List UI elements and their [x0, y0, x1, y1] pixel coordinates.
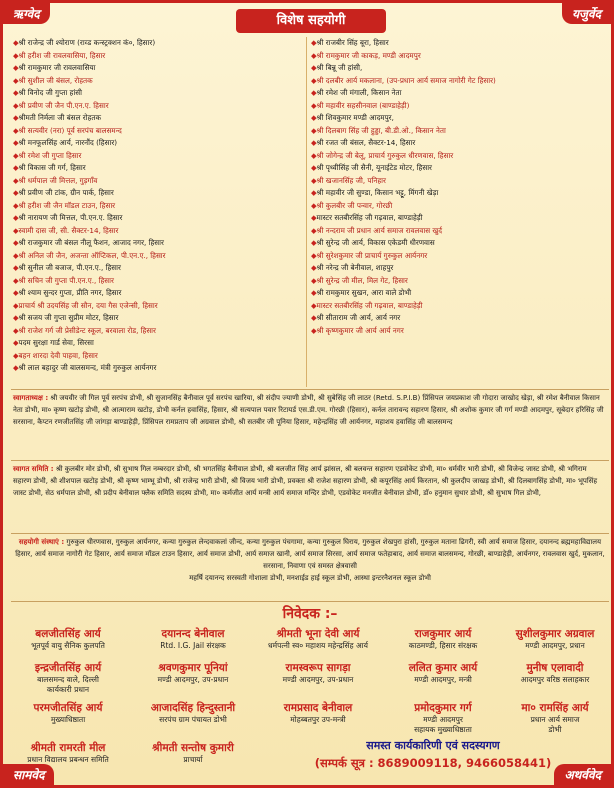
- supporter-list-item: ◆ श्री सुरेन्द्र जी मील, मिल गेट, हिसार: [311, 275, 607, 288]
- petitioner-role: धर्मपत्नी स्व० महाशय महेन्द्रसिंह आर्य: [268, 641, 368, 650]
- petitioner-role-2: सहायक मुख्याधिष्ठाता: [414, 725, 472, 734]
- supporter-list-item: ◆ श्री नारायण जी मित्तल, पी.एन.ए. हिसार: [13, 212, 303, 225]
- supporter-list-item: ◆ श्री राजेश गर्ग जी प्रेसीडेन्ट स्कूल, बरवाला रोड, हिसार: [13, 325, 303, 338]
- petitioner-card: [493, 661, 614, 685]
- supporter-list-item: ◆ श्रीमती निर्मला जी बंसल रोहतक: [13, 112, 303, 125]
- supporter-list-item: ◆ श्री बिन्नू जी हांसी,: [311, 62, 607, 75]
- petitioner-role: प्राचार्या: [183, 755, 203, 764]
- section-divider: [11, 601, 609, 602]
- supporter-list-item: ◆ श्री खजानसिंह जी, पनिहार: [311, 175, 607, 188]
- petitioner-role: मण्डी आदमपुर: [423, 715, 463, 724]
- petitioner-role: भूतपूर्व वायु सैनिक कुलपति: [31, 641, 105, 650]
- petitioner-card: [381, 627, 505, 651]
- petitioner-role: मण्डी आदमपुर, उप-प्रधान: [157, 675, 229, 684]
- supporter-list-item: ◆ श्री नरेन्द्र जी बेनीवाल, शाहपुर: [311, 262, 607, 275]
- petitioner-role: प्रधान विद्यालय प्रबन्धन समिति: [27, 755, 109, 764]
- supporter-list-item: ◆ श्री सुनील जी बजाज, पी.एन.ए., हिसार: [13, 262, 303, 275]
- supporter-list-item: ◆ प्राचार्य श्री उदयसिंह जी सौन, दया गैस एजेन्सी, हिसार: [13, 300, 303, 313]
- block-text: श्री जयवीर जी गिल पूर्व सरपंच डोभी, श्री सुजानसिंह बैनीवाल पूर्व सरपंच खारिया, श्री संदीप ज्याणी डोभी, श्री सुबेसिंह जी लाठर (Retd. S.P.I.B) प्रिंसिपल जयप्रकाश जी गोदारा जाखोद खेड़ा, श्री रमेश बैनीवाल किसान नेता डोभी, मा० कृष्ण खटोड़ डोभी, श्री आत्माराम खटोड़, डोभी कर्नल हवासिंह, हिसार, श्री सत्यपाल पवार रिटायर्ड एस.डी.एम. गोरछी (हिसार), कर्नल तारावन्द सहारण हिसार, श्री अशोक कुमार जी गर्ग मण्डी आदमपुर, सूबेदार हरिसिंह जी सरसाना, कैप्टन रणजीतसिंह जी जांगड़ा बाण्डाहेड़ी, प्रिंसिपल रामप्रताप जी अग्रवाल डोभी, श्री सतबीर जी पूनिया हिसार, महेन्द्रसिंह जी आर्यनगर, महाशय हवासिंह जी बालसमन्द: [13, 394, 604, 426]
- supporter-list-item: ◆ श्री सुशील जी बंसल, रोहतक: [13, 75, 303, 88]
- petitioner-card: [493, 701, 614, 735]
- petitioner-name: श्रीमती सन्तोष कुमारी: [152, 742, 234, 754]
- corner-label-atharvaveda: अथर्ववेद: [554, 764, 611, 785]
- block-text-last: महर्षि दयानन्द सरस्वती गोशाला डोभी, मनशाईड हाई स्कूल डोभी, आस्था इन्टरनैशनल स्कूल डोभी: [189, 574, 431, 582]
- petitioner-name: सुशीलकुमार अग्रवाल: [515, 628, 595, 640]
- section-divider: [11, 389, 609, 390]
- supporter-list-item: ◆ श्री दिलबाग सिंह जी हुड्डा, बी.डी.ओ., किसान नेता: [311, 125, 607, 138]
- petitioner-role: सरपंच ग्राम पंचायत डोभी: [159, 715, 227, 724]
- supporter-list-item: ◆ श्री श्याम सुन्दर गुप्ता, प्रीति नगर, हिसार: [13, 287, 303, 300]
- block-label: सहयोगी संस्थाएं :: [18, 538, 65, 546]
- petitioner-card: [381, 661, 505, 685]
- petitioner-role: मण्डी आदमपुर, प्रधान: [525, 641, 585, 650]
- section-divider: [11, 533, 609, 534]
- supporter-list-item: ◆ श्री अनिल जी जैन, अजन्ता ऑप्टिकल, पी.एन.ए., हिसार: [13, 250, 303, 263]
- petitioners-title: निवेदक :–: [282, 606, 338, 622]
- petitioner-role: मोहब्बतपुर उप-मन्त्री: [290, 715, 346, 724]
- supporter-list-item: ◆ श्री दलबीर आर्य मकलाना, (उप-प्रधान आर्य समाज नागोरी गेट हिसार): [311, 75, 607, 88]
- supporters-list-right: [311, 37, 607, 337]
- supporter-list-item: ◆ श्री राजबीर सिंह बूरा, हिसार: [311, 37, 607, 50]
- petitioner-name: ललित कुमार आर्य: [408, 662, 478, 674]
- supporter-list-item: ◆ श्री सीताराम जी आर्य, आर्य नगर: [311, 312, 607, 325]
- reception-committee-head: [13, 392, 607, 428]
- supporter-list-item: ◆ श्री नन्दराम जी प्रधान आर्य समाज रावलवास खुर्द: [311, 225, 607, 238]
- block-text: गुरुकुल धीरणवास, गुरुकुल आर्यनगर, कन्या गुरुकुल लेन्दवाकलां जीन्द, कन्या गुरुकुल पंचगामा, कन्या गुरुकुल घिराय, गुरुकुल शेखपुरा हांसी, गुरुकुल मताना ढिगरी, स्वी आर्य समाज हिसार, दयानन्द ब्रह्ममहाविद्यालय हिसार, आर्य समाज नागोरी गेट हिसार, आर्य समाज मॉडल टाउन हिसार, आर्य समाज डोभी, आर्य समाज खानी, आर्य समाज सिरसा, आर्य समाज फतेहाबाद, आर्य समाज बालसमन्द, गोरछी, बाण्डाहेड़ी, आर्यनगर, रावलवास खुर्द, मुकलान, सरसाना, निवाणा एवं समस्त क्षेत्रवासी: [15, 538, 605, 570]
- petitioner-card: [131, 661, 255, 685]
- supporter-list-item: ◆ श्री राजेन्द्र जी श्योराण (राव्ड कन्स्ट्रक्शन कं०, हिसार): [13, 37, 303, 50]
- petitioner-name: बलजीतसिंह आर्य: [35, 628, 101, 640]
- petitioner-role: प्रधान आर्य समाज: [530, 715, 580, 724]
- supporter-list-item: ◆ श्री रजत जी बंसल, सैक्टर-14, हिसार: [311, 137, 607, 150]
- corner-label-yajurveda: यजुर्वेद: [562, 3, 611, 24]
- special-supporters-banner: विशेष सहयोगी: [236, 9, 386, 33]
- petitioner-card: [6, 627, 130, 651]
- supporter-list-item: ◆ श्री शिवकुमार मण्डी आदमपुर,: [311, 112, 607, 125]
- petitioner-card: [381, 701, 505, 735]
- petitioner-card: [131, 627, 255, 651]
- supporter-list-item: ◆ श्री विकास जी गर्ग, हिसार: [13, 162, 303, 175]
- petitioner-name: परमजीतसिंह आर्य: [33, 702, 103, 714]
- supporter-list-item: ◆ श्री रमेश जी गुप्ता हिसार: [13, 150, 303, 163]
- petitioner-name: मा० रामसिंह आर्य: [521, 702, 589, 714]
- petitioner-name: इन्द्रजीतसिंह आर्य: [34, 662, 102, 674]
- supporter-list-item: ◆ श्री सत्यवीर (नरा) पूर्व सरपंच बालसमन्द: [13, 125, 303, 138]
- supporter-list-item: ◆ श्री हरीश जी रावलवासिया, हिसार: [13, 50, 303, 63]
- petitioner-card: [256, 661, 380, 685]
- petitioner-name: मुनीष एलावादी: [526, 662, 584, 674]
- supporters-list-left: [13, 37, 303, 375]
- supporter-list-item: ◆ श्री मनफूलसिंह आर्य, नारनौंद (हिसार): [13, 137, 303, 150]
- supporter-list-item: ◆ श्री कृष्णकुमार जी आर्य आर्य नगर: [311, 325, 607, 338]
- supporter-list-item: ◆ श्री विनोद जी गुप्ता हांसी: [13, 87, 303, 100]
- contact-line-2: (सम्पर्क सूत्र : 8689009118, 9466058441): [314, 756, 552, 770]
- supporter-list-item: ◆ श्री महावीर सहसीनवाल (बाण्डाहेड़ी): [311, 100, 607, 113]
- petitioner-name: रामप्रसाद बेनीवाल: [283, 702, 353, 714]
- column-divider: [306, 37, 307, 387]
- petitioner-name: श्रीमती रामरती मील: [30, 742, 106, 754]
- petitioner-name: प्रमोदकुमार गर्ग: [414, 702, 472, 714]
- petitioner-card: [6, 701, 130, 725]
- supporter-list-item: ◆ श्री रमेश जी मंगाली, किसान नेता: [311, 87, 607, 100]
- supporter-list-item: ◆ मास्टर सतबीरसिंह जी गढ़वाल, बाण्डाहेड़ी: [311, 212, 607, 225]
- supporting-institutions: [13, 536, 607, 584]
- section-divider: [11, 460, 609, 461]
- petitioner-name: राजकुमार आर्य: [414, 628, 472, 640]
- petitioner-name: रामस्वरूप सागड़ा: [285, 662, 351, 674]
- supporter-list-item: ◆ मास्टर सतबीरसिंह जी गढ़वाल, बाण्डाहेड़ी: [311, 300, 607, 313]
- petitioner-card: [131, 741, 255, 765]
- supporter-list-item: ◆ श्री सुरेन्द्र जी आर्य, विकास एकेडमी धीरणवास: [311, 237, 607, 250]
- petitioner-role: Rtd. I.G. Jail संरक्षक: [160, 641, 226, 650]
- petitioner-role-2: कार्यकारी प्रधान: [46, 685, 90, 694]
- reception-committee: [13, 463, 607, 499]
- petitioner-role: काठमण्डी, हिसार संरक्षक: [408, 641, 478, 650]
- supporter-list-item: ◆ बहन शारदा देवी पाहवा, हिसार: [13, 350, 303, 363]
- supporter-list-item: ◆ श्री रामकुमार जी रावलवासिया: [13, 62, 303, 75]
- supporter-list-item: ◆ श्री राजकुमार जी बंसल नीलू फैशन, आजाद नगर, हिसार: [13, 237, 303, 250]
- supporter-list-item: ◆ श्री लाल बहादुर जी बालसमन्द, मंत्री गुरुकुल आर्यनगर: [13, 362, 303, 375]
- petitioner-role: आदमपुर वरिष्ठ सलाहकार: [520, 675, 590, 684]
- block-label: स्वागत समिति :: [13, 465, 54, 473]
- petitioner-card: [6, 661, 130, 695]
- supporter-list-item: ◆ श्री जोगेन्द्र जी बेलू, प्राचार्य गुरुकुल धीरणवास, हिसार: [311, 150, 607, 163]
- corner-label-rigveda: ऋग्वेद: [3, 3, 50, 24]
- petitioner-role: बालसमन्द वाले, दिल्ली: [37, 675, 99, 684]
- petitioner-role: मुख्याधिष्ठाता: [50, 715, 86, 724]
- petitioner-name: दयानन्द बेनीवाल: [161, 628, 225, 640]
- supporter-list-item: ◆ पदम सुरक्षा गार्ड सेवा, सिरसा: [13, 337, 303, 350]
- petitioner-role: मण्डी आदमपुर, मन्त्री: [414, 675, 472, 684]
- contact-block: [303, 738, 563, 771]
- supporter-list-item: ◆ श्री प्रवीण जी जैन पी.एन.ए. हिसार: [13, 100, 303, 113]
- supporter-list-item: ◆ स्वामी दास जी, सी. सैक्टर-14, हिसार: [13, 225, 303, 238]
- supporter-list-item: ◆ श्री सचिन जी गुप्ता पी.एन.ए., हिसार: [13, 275, 303, 288]
- supporter-list-item: ◆ श्री महावीर जी सुण्डा, किसान भट्टू, मिंगनी खेड़ा: [311, 187, 607, 200]
- petitioner-role-2: डोभी: [548, 725, 562, 734]
- supporter-list-item: ◆ श्री धर्मपाल जी मित्तल, गुड़गाँव: [13, 175, 303, 188]
- supporter-list-item: ◆ श्री हरीश जी जैन मॉडल टाउन, हिसार: [13, 200, 303, 213]
- petitioner-role: मण्डी आदमपुर, उप-प्रधान: [282, 675, 354, 684]
- contact-line-1: समस्त कार्यकारिणी एवं सदस्यगण: [366, 739, 500, 752]
- petitioner-card: [131, 701, 255, 725]
- supporter-list-item: ◆ श्री रामकुमार सुखन, आरा वाले डोभी: [311, 287, 607, 300]
- supporter-list-item: ◆ श्री रामकुमार जी काकड़, मण्डी आदमपुर: [311, 50, 607, 63]
- block-text: श्री कुलबीर मोर डोभी, श्री सुभाष गिल नम्बरदार डोभी, श्री भगतसिंह बैनीवाल डोभी, श्री बलजीत सिंह आर्य झांसल, श्री बलवन्त सहारण एडवोकेट डोभी, मा० धर्मवीर भारी डोभी, श्री विजेन्द्र जास्ट डोभी, श्री भगिराम सहारण डोभी, श्री शीशपाल खटोड़ डोभी, श्री कृष्ण भाम्भू डोभी, श्री राजेन्द्र भारी डोभी, श्री विजय भारी डोभी, प्रवक्ता श्री राजेश सहारण डोभी, श्री कपूरसिंह आर्य किरतान, श्री कुलदीप जाखड़ डोभी, श्री दिलबागसिंह डोभी, मा० भूपसिंह जास्ट डोभी, सेठ धर्मपाल डोभी, श्री प्रदीप बेनीवाल फ्लैक समिति सदस्य डोभी, मा० कर्मजीत आर्य मन्त्री आर्य समाज मन्दिर डोभी, एडवोकेट मनजीत बेनीवाल डोभी, डॉ० हनुमान सुथार डोभी, श्री सुभाष गिल डोभी,: [13, 465, 598, 497]
- petitioner-card: [256, 701, 380, 725]
- petitioner-name: श्रीमती भूना देवी आर्य: [276, 628, 360, 640]
- supporter-list-item: ◆ श्री कुलबीर जी पन्वार, गोरछी: [311, 200, 607, 213]
- petitioner-card: [6, 741, 130, 765]
- block-label: स्वागताध्यक्ष :: [13, 394, 49, 402]
- supporter-list-item: ◆ श्री प्रवीण जी टांक, ग्रीन पार्क, हिसार: [13, 187, 303, 200]
- supporter-list-item: ◆ श्री सजय जी गुप्ता सुप्रीम मोटर, हिसार: [13, 312, 303, 325]
- petitioner-card: [256, 627, 380, 651]
- petitioner-name: श्रवणकुमार पूनियां: [158, 662, 228, 674]
- supporter-list-item: ◆ श्री पृथ्वीसिंह जी सैनी, यूनाईटेड मोटर, हिसार: [311, 162, 607, 175]
- supporter-list-item: ◆ श्री सुरेशकुमार जी प्राचार्य गुरुकुल आर्यनगर: [311, 250, 607, 263]
- petitioner-card: [493, 627, 614, 651]
- corner-label-samaveda: सामवेद: [3, 764, 54, 785]
- petitioner-name: आजादसिंह हिन्दुस्तानी: [150, 702, 236, 714]
